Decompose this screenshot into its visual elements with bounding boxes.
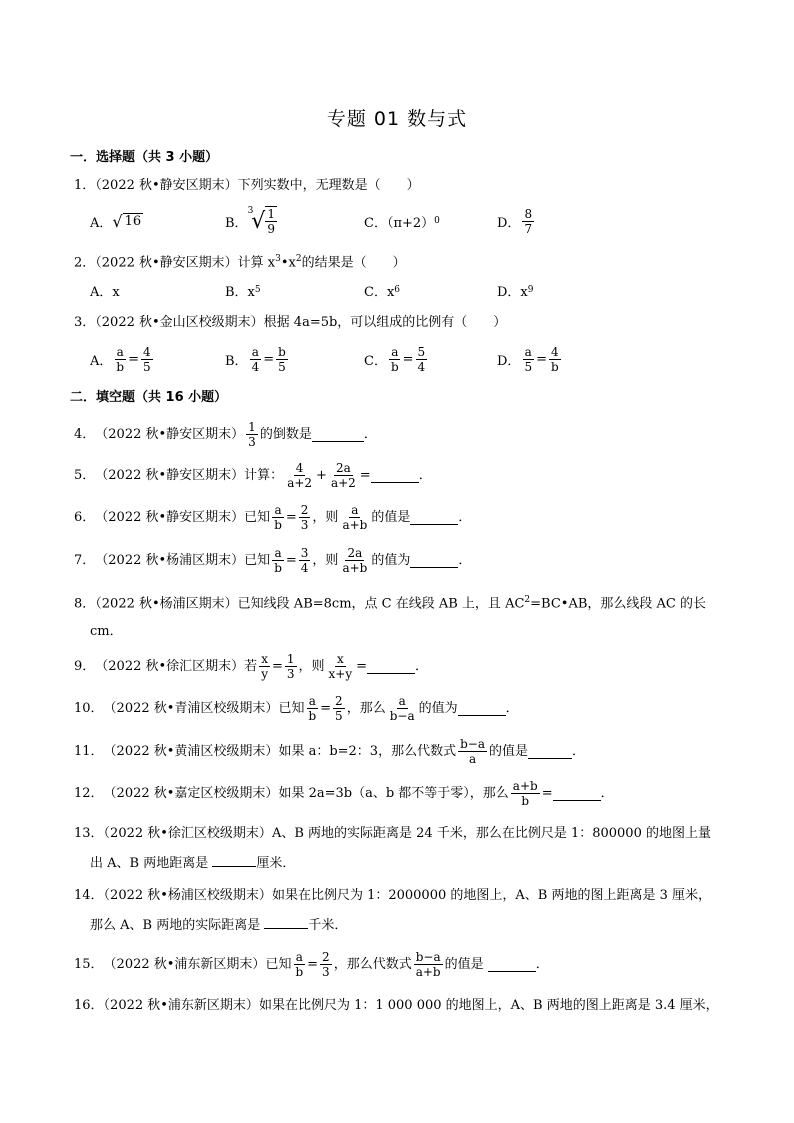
answer-blank[interactable] (371, 468, 419, 483)
answer-blank[interactable] (312, 427, 364, 442)
cube-root-expression: 3 √ $\frac{1}{9}$ (247, 206, 275, 236)
question-15: 15． （2022 秋•浦东新区期末） 已知 $\frac{a}{b}$ = $\frac{2}{3}$ ，那么代数式 $\frac{b-a}{a+b}$ 的值是 ． (74, 950, 549, 979)
question-5: 5． （2022 秋•静安区期末） 计算： $\frac{4}{a+2}$ + $\frac{2a}{a+2}$ = ． (74, 461, 432, 490)
option-d: D． $\frac{8}{7}$ (497, 206, 533, 236)
question-3: 3．（2022 秋•金山区校级期末）根据 4a=5b，可以组成的比例有（ ） (74, 315, 507, 330)
question-source: （2022 秋•静安区期末） (95, 178, 238, 193)
question-2: 2．（2022 秋•静安区期末）计算 $x^3•x^2$的结果是（ ） (74, 254, 406, 271)
question-3-options (90, 340, 730, 378)
question-13: 13．（2022 秋•徐汇区校级期末）A、B 两地的实际距离是 24 千米，那么在比例尺是 1：800000 的地图上量 (74, 826, 711, 841)
question-7: 7． （2022 秋•杨浦区期末） 已知 $\frac{a}{b}$ = $\frac{3}{4}$ ，则 $\frac{2a}{a+b}$ 的值为 ． (74, 546, 472, 575)
question-13-continued: 出 A、B 两地距离是 厘米． (90, 852, 295, 876)
answer-blank[interactable] (410, 553, 458, 568)
answer-blank[interactable] (367, 659, 415, 674)
option-d: D． $\frac{a}{5}$ = $\frac{4}{b}$ (497, 344, 559, 374)
option-c: C．x 6 (364, 284, 401, 300)
question-number: 1． (74, 178, 96, 193)
question-8-continued: cm． (90, 624, 123, 639)
answer-blank[interactable] (212, 852, 256, 867)
section-heading-choice: 一．选择题（共 3 小题） (70, 150, 219, 165)
page-title: 专题 01 数与式 (326, 108, 468, 130)
answer-blank[interactable] (410, 510, 458, 525)
sqrt-expression: √ 16 (112, 211, 142, 231)
question-4: 4． （2022 秋•静安区期末） $\frac{1}{3}$ 的倒数是 ． (74, 420, 377, 449)
question-2-options (90, 272, 730, 308)
option-a: A．x (90, 284, 120, 300)
section-heading-fill: 二．填空题（共 16 小题） (70, 390, 228, 405)
question-14-continued: 那么 A、B 两地的实际距离是 千米． (90, 914, 347, 938)
question-12: 12． （2022 秋•嘉定区校级期末） 如果 2a=3b（a、b 都不等于零），那么 $\frac{a+b}{b}$ = ． (74, 779, 614, 808)
option-d: D．x 9 (497, 284, 534, 300)
answer-blank[interactable] (458, 701, 506, 716)
question-1 (74, 174, 420, 198)
option-c: C． $\frac{a}{b}$ = $\frac{5}{4}$ (364, 344, 426, 374)
option-b: B． 3 √ $\frac{1}{9}$ (225, 202, 279, 240)
answer-blank[interactable] (553, 786, 601, 801)
answer-blank[interactable] (264, 914, 308, 929)
fraction: $\frac{8}{7}$ (524, 206, 533, 236)
option-b: B． $\frac{a}{4}$ = $\frac{b}{5}$ (225, 344, 286, 374)
question-14: 14．（2022 秋•杨浦区校级期末）如果在比例尺为 1：2000000 的地图上，A、B 两地的图上距离是 3 厘米， (74, 888, 711, 903)
question-16: 16．（2022 秋•浦东新区期末）如果在比例尺为 1：1 000 000 的地图上，A、B 两地的图上距离是 3.4 厘米， (74, 998, 719, 1013)
question-11: 11． （2022 秋•黄浦区校级期末） 如果 a：b=2：3，那么代数式 $\frac{b-a}{a}$ 的值是 ． (74, 737, 585, 766)
option-c: C．（π+2） 0 (364, 215, 440, 231)
question-8: 8．（2022 秋•杨浦区期末）已知线段 AB=8cm，点 C 在线段 AB 上，且 $AC^2=BC•AB$，那么线段 AC 的长 (74, 595, 706, 612)
question-1-options (90, 202, 730, 240)
answer-blank[interactable] (528, 744, 572, 759)
question-10: 10． （2022 秋•青浦区校级期末） 已知 $\frac{a}{b}$ = $\frac{2}{5}$ ，那么 $\frac{a}{b-a}$ 的值为 ． (74, 694, 519, 723)
question-6: 6． （2022 秋•静安区期末） 已知 $\frac{a}{b}$ = $\frac{2}{3}$ ，则 $\frac{a}{a+b}$ 的值是 ． (74, 503, 472, 532)
option-b: B．x 5 (225, 284, 261, 300)
answer-blank[interactable] (488, 957, 536, 972)
option-a: A． $\frac{a}{b}$ = $\frac{4}{5}$ (90, 344, 151, 374)
question-9: 9． （2022 秋•徐汇区期末） 若 $\frac{x}{y}$ = $\frac{1}{3}$ ，则 $\frac{x}{x+y}$ = ． (74, 652, 429, 681)
option-a: A． √ 16 (90, 211, 142, 231)
question-text: 下列实数中，无理数是（ ） (237, 178, 420, 193)
